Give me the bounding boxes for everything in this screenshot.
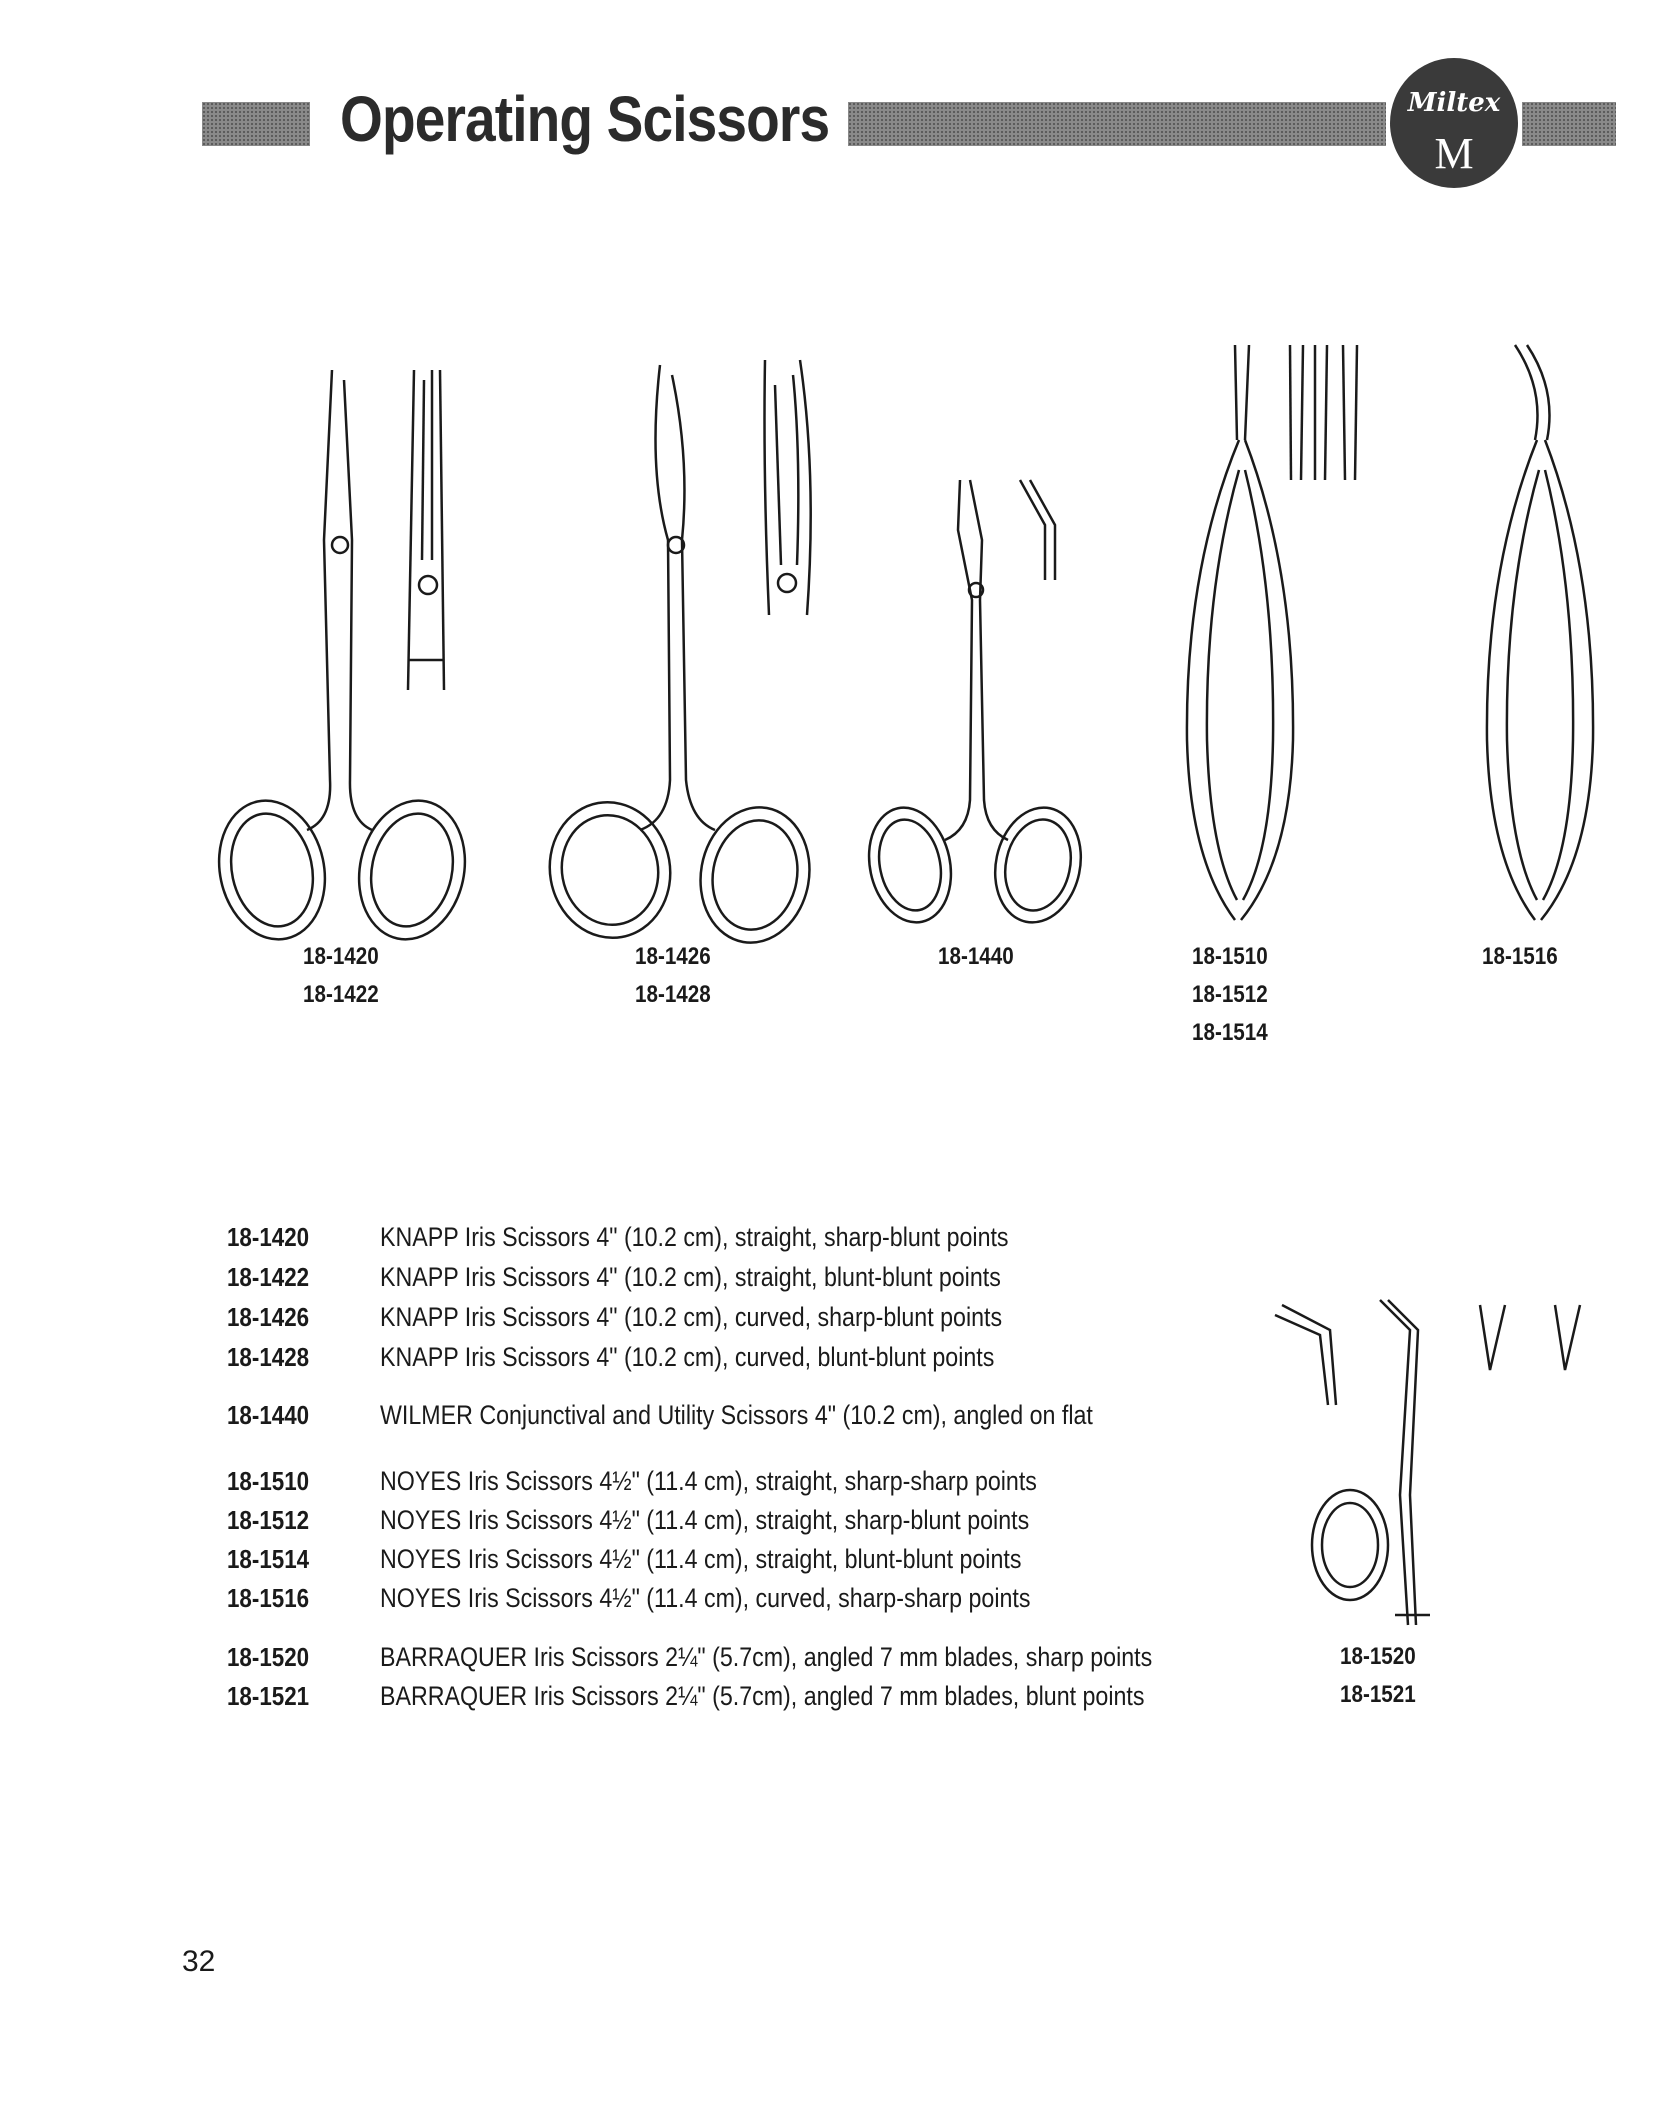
item-description: KNAPP Iris Scissors 4" (10.2 cm), curved, blunt-blunt points bbox=[380, 1342, 995, 1372]
item-code: 18-1420 bbox=[227, 1222, 310, 1252]
figure-label-group-1516 bbox=[1482, 938, 1558, 976]
curved-blade-detail-illustration bbox=[755, 355, 825, 625]
item-description: NOYES Iris Scissors 4½" (11.4 cm), straight, sharp-sharp points bbox=[380, 1466, 1037, 1496]
item-code: 18-1514 bbox=[227, 1544, 310, 1574]
item-code: 18-1422 bbox=[227, 1262, 310, 1292]
figure-label-group-1510 bbox=[1192, 938, 1268, 1052]
figure-code: 18-1512 bbox=[1192, 981, 1268, 1008]
item-code: 18-1520 bbox=[227, 1642, 310, 1672]
spring-blade-details-illustration bbox=[1285, 340, 1375, 490]
straight-blade-detail-illustration bbox=[400, 360, 460, 700]
item-code: 18-1516 bbox=[227, 1583, 310, 1613]
figure-code: 18-1426 bbox=[635, 943, 711, 970]
item-description: WILMER Conjunctival and Utility Scissors 4" (10.2 cm), angled on flat bbox=[380, 1400, 1093, 1430]
item-description: BARRAQUER Iris Scissors 2¼" (5.7cm), angled 7 mm blades, sharp points bbox=[380, 1642, 1153, 1672]
figure-code: 18-1420 bbox=[303, 943, 379, 970]
figure-code: 18-1510 bbox=[1192, 943, 1268, 970]
item-description: KNAPP Iris Scissors 4" (10.2 cm), straight, sharp-blunt points bbox=[380, 1222, 1009, 1252]
logo-letter: M bbox=[1434, 129, 1474, 178]
figure-code: 18-1428 bbox=[635, 981, 711, 1008]
figure-label-group-1420 bbox=[303, 938, 379, 1014]
header-bar-left bbox=[202, 102, 310, 146]
barraquer-blade-details-illustration bbox=[1475, 1300, 1595, 1380]
item-description: NOYES Iris Scissors 4½" (11.4 cm), curved, sharp-sharp points bbox=[380, 1583, 1031, 1613]
item-code: 18-1512 bbox=[227, 1505, 310, 1535]
header-bar-right bbox=[1522, 102, 1616, 146]
logo-script-text: Miltex bbox=[1407, 88, 1501, 118]
item-description: KNAPP Iris Scissors 4" (10.2 cm), straight, blunt-blunt points bbox=[380, 1262, 1001, 1292]
item-code: 18-1510 bbox=[227, 1466, 310, 1496]
item-description: KNAPP Iris Scissors 4" (10.2 cm), curved, sharp-blunt points bbox=[380, 1302, 1003, 1332]
figure-code: 18-1422 bbox=[303, 981, 379, 1008]
figure-code: 18-1440 bbox=[938, 943, 1014, 970]
figure-code: 18-1514 bbox=[1192, 1019, 1268, 1046]
item-code: 18-1440 bbox=[227, 1400, 310, 1430]
figure-label-group-1520 bbox=[1340, 1638, 1416, 1714]
barraquer-scissors-illustration bbox=[1270, 1295, 1440, 1625]
item-code: 18-1428 bbox=[227, 1342, 310, 1372]
figure-label-group-1426 bbox=[635, 938, 711, 1014]
item-code: 18-1426 bbox=[227, 1302, 310, 1332]
figure-code: 18-1520 bbox=[1340, 1643, 1416, 1670]
item-description: NOYES Iris Scissors 4½" (11.4 cm), straight, sharp-blunt points bbox=[380, 1505, 1030, 1535]
item-description: NOYES Iris Scissors 4½" (11.4 cm), straight, blunt-blunt points bbox=[380, 1544, 1022, 1574]
header-bar-middle bbox=[848, 102, 1386, 146]
figure-label-group-1440 bbox=[938, 938, 1014, 976]
figure-code: 18-1516 bbox=[1482, 943, 1558, 970]
miltex-logo bbox=[1390, 58, 1518, 188]
item-description: BARRAQUER Iris Scissors 2¼" (5.7cm), angled 7 mm blades, blunt points bbox=[380, 1681, 1145, 1711]
page-title: Operating Scissors bbox=[340, 83, 830, 155]
item-code: 18-1521 bbox=[227, 1681, 310, 1711]
figure-code: 18-1521 bbox=[1340, 1681, 1416, 1708]
angled-blade-detail-illustration bbox=[1015, 475, 1075, 585]
spring-iris-scissors-curved-illustration bbox=[1475, 340, 1605, 930]
page-number: 32 bbox=[182, 1945, 216, 1978]
